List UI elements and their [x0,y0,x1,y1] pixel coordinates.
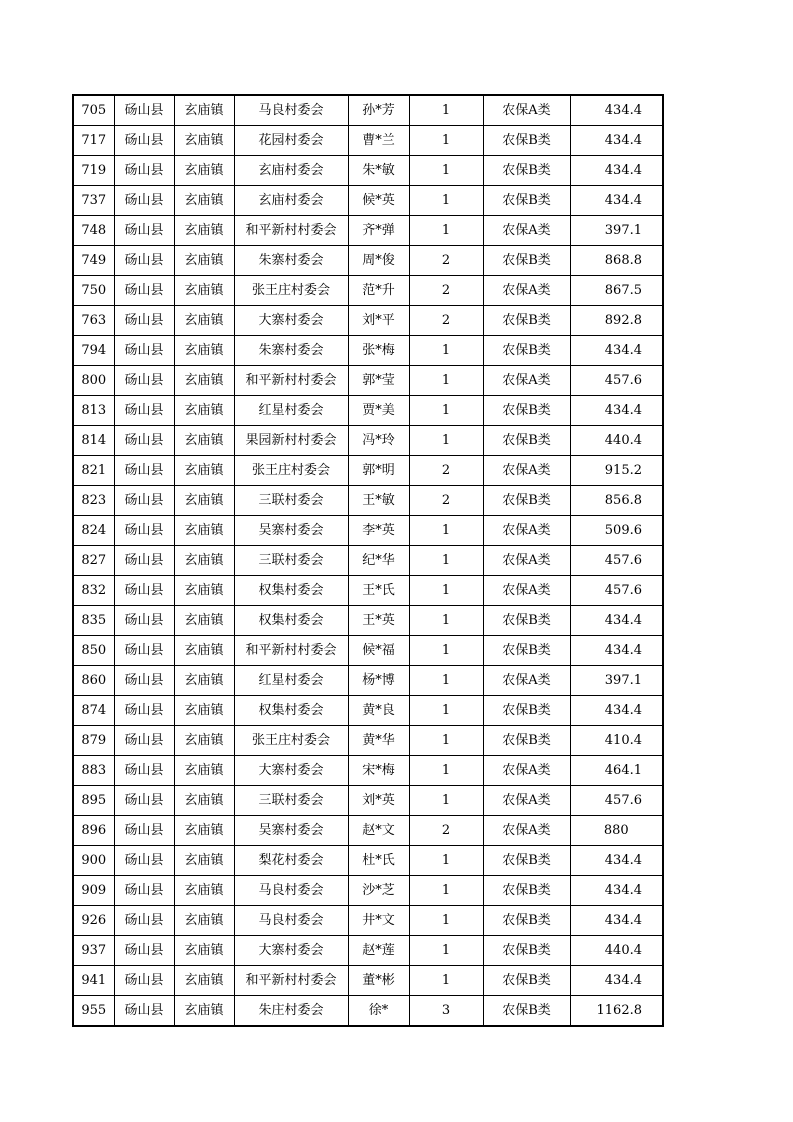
town-cell: 玄庙镇 [174,426,234,456]
village-committee-cell: 大寨村委会 [234,756,348,786]
amount-cell: 856.8 [570,486,663,516]
county-cell: 砀山县 [114,576,174,606]
household-size-cell: 1 [409,726,483,756]
resident-name-cell: 王*氏 [348,576,409,606]
county-cell: 砀山县 [114,516,174,546]
county-cell: 砀山县 [114,95,174,126]
county-cell: 砀山县 [114,876,174,906]
amount-cell: 434.4 [570,696,663,726]
amount-cell: 868.8 [570,246,663,276]
amount-cell: 434.4 [570,156,663,186]
county-cell: 砀山县 [114,426,174,456]
amount-cell: 867.5 [570,276,663,306]
household-size-cell: 1 [409,936,483,966]
county-cell: 砀山县 [114,546,174,576]
county-cell: 砀山县 [114,936,174,966]
resident-name-cell: 纪*华 [348,546,409,576]
insurance-category-cell: 农保A类 [483,276,570,306]
amount-cell: 434.4 [570,846,663,876]
row-number-cell: 835 [73,606,114,636]
row-number-cell: 926 [73,906,114,936]
beneficiary-table [72,94,664,1027]
insurance-category-cell: 农保B类 [483,966,570,996]
village-committee-cell: 朱庄村委会 [234,996,348,1027]
household-size-cell: 1 [409,966,483,996]
village-committee-cell: 红星村委会 [234,396,348,426]
insurance-category-cell: 农保B类 [483,936,570,966]
town-cell: 玄庙镇 [174,966,234,996]
county-cell: 砀山县 [114,336,174,366]
row-number-cell: 705 [73,95,114,126]
row-number-cell: 719 [73,156,114,186]
row-number-cell: 821 [73,456,114,486]
resident-name-cell: 候*福 [348,636,409,666]
resident-name-cell: 范*升 [348,276,409,306]
row-number-cell: 824 [73,516,114,546]
insurance-category-cell: 农保B类 [483,486,570,516]
insurance-category-cell: 农保B类 [483,636,570,666]
table-row [73,726,663,756]
resident-name-cell: 王*敏 [348,486,409,516]
household-size-cell: 1 [409,756,483,786]
amount-cell: 457.6 [570,576,663,606]
row-number-cell: 749 [73,246,114,276]
household-size-cell: 1 [409,336,483,366]
resident-name-cell: 孙*芳 [348,95,409,126]
town-cell: 玄庙镇 [174,816,234,846]
town-cell: 玄庙镇 [174,186,234,216]
table-row [73,306,663,336]
amount-cell: 434.4 [570,906,663,936]
village-committee-cell: 三联村委会 [234,786,348,816]
resident-name-cell: 刘*英 [348,786,409,816]
household-size-cell: 1 [409,366,483,396]
village-committee-cell: 吴寨村委会 [234,816,348,846]
amount-cell: 434.4 [570,396,663,426]
resident-name-cell: 杜*氏 [348,846,409,876]
resident-name-cell: 周*俊 [348,246,409,276]
amount-cell: 880 [570,816,663,846]
amount-cell: 410.4 [570,726,663,756]
resident-name-cell: 黄*良 [348,696,409,726]
table-row [73,576,663,606]
insurance-category-cell: 农保A类 [483,516,570,546]
row-number-cell: 895 [73,786,114,816]
town-cell: 玄庙镇 [174,546,234,576]
county-cell: 砀山县 [114,756,174,786]
insurance-category-cell: 农保A类 [483,786,570,816]
village-committee-cell: 大寨村委会 [234,306,348,336]
village-committee-cell: 朱寨村委会 [234,336,348,366]
row-number-cell: 794 [73,336,114,366]
town-cell: 玄庙镇 [174,126,234,156]
row-number-cell: 937 [73,936,114,966]
county-cell: 砀山县 [114,966,174,996]
amount-cell: 440.4 [570,426,663,456]
town-cell: 玄庙镇 [174,366,234,396]
resident-name-cell: 杨*博 [348,666,409,696]
resident-name-cell: 贾*美 [348,396,409,426]
row-number-cell: 860 [73,666,114,696]
town-cell: 玄庙镇 [174,306,234,336]
insurance-category-cell: 农保B类 [483,336,570,366]
town-cell: 玄庙镇 [174,906,234,936]
county-cell: 砀山县 [114,636,174,666]
table-row [73,756,663,786]
insurance-category-cell: 农保B类 [483,156,570,186]
insurance-category-cell: 农保A类 [483,816,570,846]
household-size-cell: 2 [409,486,483,516]
village-committee-cell: 马良村委会 [234,876,348,906]
resident-name-cell: 张*梅 [348,336,409,366]
household-size-cell: 1 [409,216,483,246]
table-row [73,126,663,156]
household-size-cell: 1 [409,666,483,696]
village-committee-cell: 权集村委会 [234,606,348,636]
resident-name-cell: 朱*敏 [348,156,409,186]
amount-cell: 434.4 [570,336,663,366]
resident-name-cell: 沙*芝 [348,876,409,906]
household-size-cell: 1 [409,516,483,546]
table-row [73,816,663,846]
table-row [73,486,663,516]
county-cell: 砀山县 [114,396,174,426]
resident-name-cell: 冯*玲 [348,426,409,456]
insurance-category-cell: 农保B类 [483,426,570,456]
resident-name-cell: 齐*弹 [348,216,409,246]
amount-cell: 509.6 [570,516,663,546]
household-size-cell: 2 [409,246,483,276]
household-size-cell: 2 [409,816,483,846]
county-cell: 砀山县 [114,186,174,216]
table-row [73,606,663,636]
table-row [73,906,663,936]
table-row [73,666,663,696]
household-size-cell: 1 [409,786,483,816]
town-cell: 玄庙镇 [174,336,234,366]
insurance-category-cell: 农保B类 [483,996,570,1027]
insurance-category-cell: 农保A类 [483,756,570,786]
village-committee-cell: 权集村委会 [234,576,348,606]
town-cell: 玄庙镇 [174,576,234,606]
resident-name-cell: 黄*华 [348,726,409,756]
insurance-category-cell: 农保A类 [483,366,570,396]
town-cell: 玄庙镇 [174,636,234,666]
household-size-cell: 3 [409,996,483,1027]
amount-cell: 434.4 [570,95,663,126]
village-committee-cell: 朱寨村委会 [234,246,348,276]
county-cell: 砀山县 [114,366,174,396]
table-row [73,276,663,306]
amount-cell: 397.1 [570,216,663,246]
amount-cell: 440.4 [570,936,663,966]
county-cell: 砀山县 [114,996,174,1027]
amount-cell: 434.4 [570,126,663,156]
village-committee-cell: 吴寨村委会 [234,516,348,546]
resident-name-cell: 井*文 [348,906,409,936]
town-cell: 玄庙镇 [174,786,234,816]
insurance-category-cell: 农保B类 [483,246,570,276]
village-committee-cell: 梨花村委会 [234,846,348,876]
amount-cell: 457.6 [570,786,663,816]
county-cell: 砀山县 [114,156,174,186]
amount-cell: 434.4 [570,186,663,216]
resident-name-cell: 曹*兰 [348,126,409,156]
town-cell: 玄庙镇 [174,396,234,426]
county-cell: 砀山县 [114,666,174,696]
table-row [73,516,663,546]
insurance-category-cell: 农保B类 [483,696,570,726]
row-number-cell: 737 [73,186,114,216]
insurance-category-cell: 农保B类 [483,126,570,156]
table-row [73,636,663,666]
insurance-category-cell: 农保A类 [483,666,570,696]
household-size-cell: 2 [409,456,483,486]
household-size-cell: 2 [409,276,483,306]
county-cell: 砀山县 [114,696,174,726]
resident-name-cell: 郭*明 [348,456,409,486]
row-number-cell: 717 [73,126,114,156]
row-number-cell: 827 [73,546,114,576]
row-number-cell: 832 [73,576,114,606]
amount-cell: 434.4 [570,636,663,666]
village-committee-cell: 张王庄村委会 [234,276,348,306]
household-size-cell: 1 [409,156,483,186]
insurance-category-cell: 农保B类 [483,396,570,426]
amount-cell: 892.8 [570,306,663,336]
household-size-cell: 1 [409,606,483,636]
resident-name-cell: 董*彬 [348,966,409,996]
table-row [73,936,663,966]
village-committee-cell: 张王庄村委会 [234,726,348,756]
row-number-cell: 748 [73,216,114,246]
household-size-cell: 1 [409,636,483,666]
county-cell: 砀山县 [114,126,174,156]
table-body [73,95,663,1026]
village-committee-cell: 和平新村村委会 [234,966,348,996]
insurance-category-cell: 农保B类 [483,876,570,906]
town-cell: 玄庙镇 [174,156,234,186]
row-number-cell: 900 [73,846,114,876]
resident-name-cell: 赵*文 [348,816,409,846]
household-size-cell: 1 [409,396,483,426]
town-cell: 玄庙镇 [174,516,234,546]
county-cell: 砀山县 [114,726,174,756]
row-number-cell: 823 [73,486,114,516]
village-committee-cell: 玄庙村委会 [234,156,348,186]
town-cell: 玄庙镇 [174,936,234,966]
county-cell: 砀山县 [114,456,174,486]
household-size-cell: 1 [409,906,483,936]
table-row [73,546,663,576]
row-number-cell: 883 [73,756,114,786]
county-cell: 砀山县 [114,816,174,846]
table-row [73,186,663,216]
row-number-cell: 850 [73,636,114,666]
amount-cell: 434.4 [570,966,663,996]
village-committee-cell: 三联村委会 [234,546,348,576]
village-committee-cell: 三联村委会 [234,486,348,516]
town-cell: 玄庙镇 [174,696,234,726]
town-cell: 玄庙镇 [174,276,234,306]
amount-cell: 397.1 [570,666,663,696]
amount-cell: 915.2 [570,456,663,486]
village-committee-cell: 大寨村委会 [234,936,348,966]
insurance-category-cell: 农保B类 [483,906,570,936]
county-cell: 砀山县 [114,306,174,336]
row-number-cell: 874 [73,696,114,726]
table-row [73,366,663,396]
row-number-cell: 750 [73,276,114,306]
row-number-cell: 909 [73,876,114,906]
resident-name-cell: 王*英 [348,606,409,636]
table-row [73,846,663,876]
village-committee-cell: 和平新村村委会 [234,636,348,666]
village-committee-cell: 权集村委会 [234,696,348,726]
row-number-cell: 955 [73,996,114,1027]
table-row [73,246,663,276]
row-number-cell: 896 [73,816,114,846]
household-size-cell: 1 [409,876,483,906]
household-size-cell: 1 [409,126,483,156]
table-row [73,336,663,366]
insurance-category-cell: 农保A类 [483,546,570,576]
insurance-category-cell: 农保B类 [483,846,570,876]
household-size-cell: 1 [409,696,483,726]
village-committee-cell: 和平新村村委会 [234,366,348,396]
resident-name-cell: 候*英 [348,186,409,216]
county-cell: 砀山县 [114,606,174,636]
town-cell: 玄庙镇 [174,876,234,906]
village-committee-cell: 花园村委会 [234,126,348,156]
resident-name-cell: 刘*平 [348,306,409,336]
town-cell: 玄庙镇 [174,756,234,786]
county-cell: 砀山县 [114,786,174,816]
resident-name-cell: 宋*梅 [348,756,409,786]
resident-name-cell: 郭*莹 [348,366,409,396]
table-row [73,456,663,486]
table-row [73,696,663,726]
village-committee-cell: 张王庄村委会 [234,456,348,486]
town-cell: 玄庙镇 [174,246,234,276]
table-row [73,426,663,456]
table-row [73,396,663,426]
amount-cell: 1162.8 [570,996,663,1027]
table-row [73,786,663,816]
insurance-category-cell: 农保B类 [483,306,570,336]
village-committee-cell: 红星村委会 [234,666,348,696]
town-cell: 玄庙镇 [174,726,234,756]
row-number-cell: 813 [73,396,114,426]
insurance-category-cell: 农保A类 [483,576,570,606]
household-size-cell: 1 [409,546,483,576]
amount-cell: 464.1 [570,756,663,786]
county-cell: 砀山县 [114,246,174,276]
household-size-cell: 1 [409,576,483,606]
household-size-cell: 1 [409,426,483,456]
household-size-cell: 1 [409,186,483,216]
amount-cell: 434.4 [570,606,663,636]
insurance-category-cell: 农保A类 [483,95,570,126]
town-cell: 玄庙镇 [174,846,234,876]
table-row [73,95,663,126]
town-cell: 玄庙镇 [174,456,234,486]
county-cell: 砀山县 [114,216,174,246]
amount-cell: 457.6 [570,366,663,396]
county-cell: 砀山县 [114,276,174,306]
county-cell: 砀山县 [114,486,174,516]
town-cell: 玄庙镇 [174,666,234,696]
village-committee-cell: 和平新村村委会 [234,216,348,246]
resident-name-cell: 赵*莲 [348,936,409,966]
insurance-category-cell: 农保A类 [483,216,570,246]
row-number-cell: 763 [73,306,114,336]
village-committee-cell: 玄庙村委会 [234,186,348,216]
table-row [73,966,663,996]
insurance-category-cell: 农保B类 [483,606,570,636]
household-size-cell: 1 [409,846,483,876]
village-committee-cell: 果园新村村委会 [234,426,348,456]
town-cell: 玄庙镇 [174,996,234,1027]
county-cell: 砀山县 [114,906,174,936]
household-size-cell: 2 [409,306,483,336]
amount-cell: 457.6 [570,546,663,576]
table-row [73,996,663,1027]
row-number-cell: 941 [73,966,114,996]
insurance-category-cell: 农保B类 [483,726,570,756]
row-number-cell: 879 [73,726,114,756]
insurance-category-cell: 农保A类 [483,456,570,486]
town-cell: 玄庙镇 [174,606,234,636]
town-cell: 玄庙镇 [174,216,234,246]
household-size-cell: 1 [409,95,483,126]
county-cell: 砀山县 [114,846,174,876]
insurance-category-cell: 农保B类 [483,186,570,216]
resident-name-cell: 李*英 [348,516,409,546]
town-cell: 玄庙镇 [174,486,234,516]
town-cell: 玄庙镇 [174,95,234,126]
row-number-cell: 814 [73,426,114,456]
table-row [73,876,663,906]
table-row [73,216,663,246]
amount-cell: 434.4 [570,876,663,906]
resident-name-cell: 徐* [348,996,409,1027]
row-number-cell: 800 [73,366,114,396]
table-row [73,156,663,186]
village-committee-cell: 马良村委会 [234,95,348,126]
village-committee-cell: 马良村委会 [234,906,348,936]
